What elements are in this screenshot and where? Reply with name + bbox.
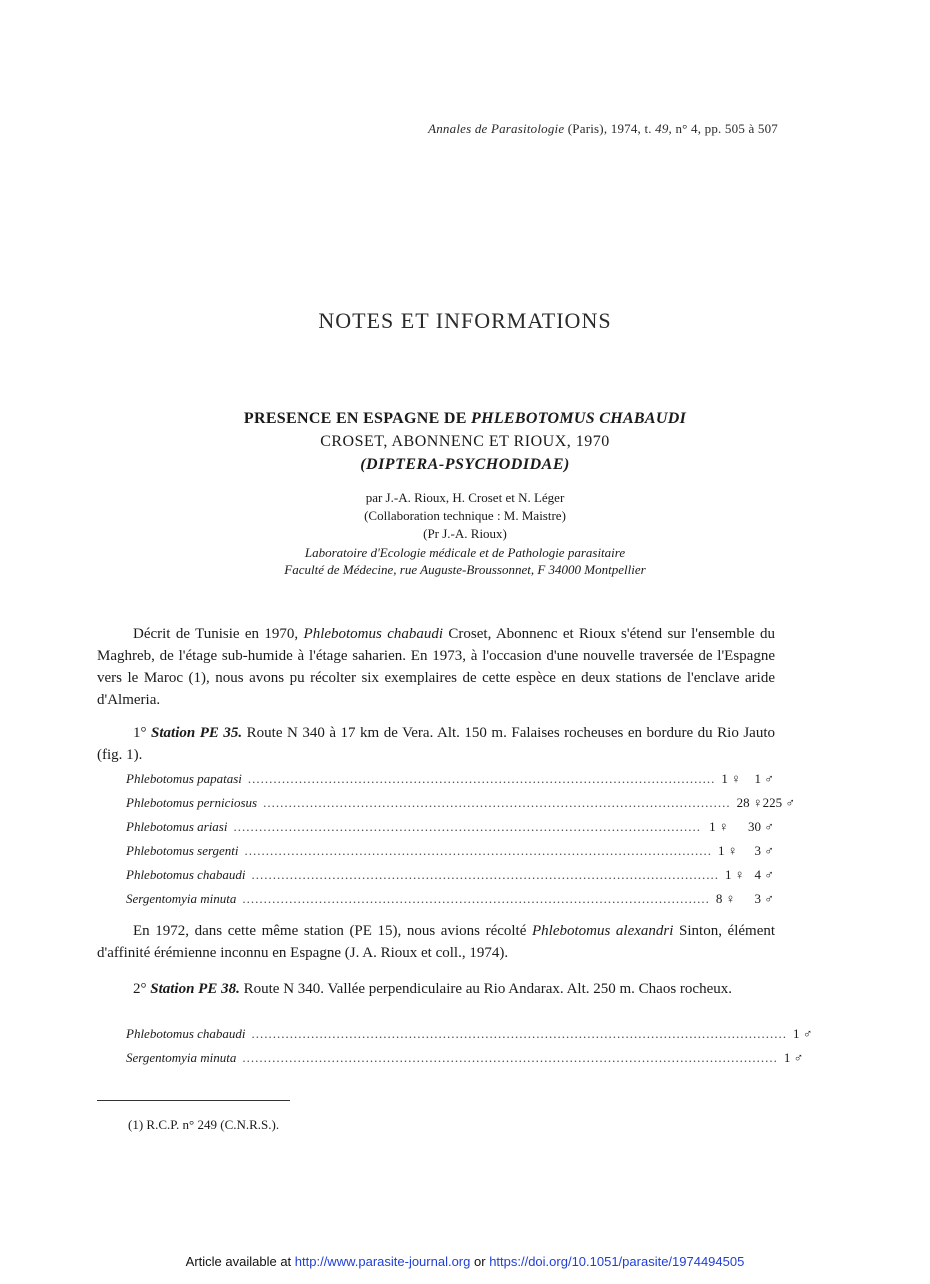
female-count: 1 ♀ xyxy=(725,867,745,882)
journal-name: Annales de Parasitologie xyxy=(428,121,565,136)
footnote-divider xyxy=(97,1100,290,1101)
table-row xyxy=(126,891,774,911)
table-row xyxy=(126,1050,804,1070)
station2-description: Route N 340. Vallée perpendiculaire au Rio Andarax. Alt. 250 m. Chaos rocheux. xyxy=(243,981,732,997)
species-name: Phlebotomus chabaudi xyxy=(126,1026,246,1041)
male-count: 4 ♂ xyxy=(754,867,774,882)
species-name: Phlebotomus chabaudi xyxy=(126,867,246,882)
authors-block xyxy=(0,489,930,543)
journal-details: (Paris), 1974, t. xyxy=(567,121,652,136)
male-count: 1 ♂ xyxy=(783,1050,804,1065)
journal-link[interactable]: http://www.parasite-journal.org xyxy=(294,1254,471,1269)
male-count: 30 ♂ xyxy=(748,819,774,834)
title-plain: PRESENCE EN ESPAGNE DE xyxy=(243,410,467,427)
title-species: PHLEBOTOMUS CHABAUDI xyxy=(471,410,687,427)
doi-link[interactable]: https://doi.org/10.1051/parasite/1974494505 xyxy=(489,1254,745,1269)
station2-number: 2° xyxy=(133,981,147,997)
intro-text-c: Croset, Abonnenc et Rioux s'étend sur l'ensemble du Maghreb, de l'étage sub-humide à l'étage saharien. En 1973, à l'occasion d'une nouvelle traversée de l'Espagne vers le Maroc (1), nous avons pu récolter six exemplaires de cette espèce en deux stations de l'enclave aride d'Almeria. xyxy=(97,626,776,708)
paragraph-2 xyxy=(97,920,775,964)
species-name: Phlebotomus sergenti xyxy=(126,843,239,858)
leader-dots: .............................................................................................................. xyxy=(263,795,731,810)
footnote: (1) R.C.P. n° 249 (C.N.R.S.). xyxy=(128,1117,280,1132)
station1-paragraph xyxy=(97,722,775,766)
authors-line: par J.-A. Rioux, H. Croset et N. Léger xyxy=(365,490,565,505)
intro-text-a: Décrit de Tunisie en 1970, xyxy=(133,626,299,642)
female-count: 1 ♀ xyxy=(709,819,729,834)
species-name: Sergentomyia minuta xyxy=(126,1050,237,1065)
species-name: Phlebotomus papatasi xyxy=(126,771,242,786)
male-count: 225 ♂ xyxy=(762,795,796,810)
table-row xyxy=(126,819,774,839)
station2-name: Station PE 38. xyxy=(150,981,240,997)
leader-dots: .............................................................................................................................. xyxy=(242,1050,778,1065)
male-count: 3 ♂ xyxy=(754,843,774,858)
article-availability-footer xyxy=(0,1254,930,1269)
para2-species: Phlebotomus alexandri xyxy=(531,923,674,939)
affiliation-lab: Laboratoire d'Ecologie médicale et de Pathologie parasitaire xyxy=(304,545,626,560)
station1-description: Route N 340 à 17 km de Vera. Alt. 150 m. Falaises rocheuses en bordure du Rio Jauto (fig. 1). xyxy=(97,725,776,763)
leader-dots: .............................................................................................................. xyxy=(233,819,701,834)
intro-species: Phlebotomus chabaudi xyxy=(303,626,444,642)
para2-text-c: Sinton, élément d'affinité érémienne inconnu en Espagne (J. A. Rioux et coll., 1974). xyxy=(97,923,776,961)
footer-or: or xyxy=(474,1254,486,1269)
species-name: Phlebotomus ariasi xyxy=(126,819,228,834)
female-count: 28 ♀ xyxy=(736,795,763,810)
leader-dots: .............................................................................................................. xyxy=(247,771,716,786)
leader-dots: .............................................................................................................................. xyxy=(251,1026,788,1041)
leader-dots: .............................................................................................................. xyxy=(251,867,720,882)
table-row xyxy=(126,771,774,791)
leader-dots: .............................................................................................................. xyxy=(242,891,710,906)
affiliation-address: Faculté de Médecine, rue Auguste-Broussonnet, F 34000 Montpellier xyxy=(284,562,646,577)
table-row xyxy=(126,795,796,815)
article-title-line1 xyxy=(0,410,930,428)
female-count: 8 ♀ xyxy=(715,891,736,906)
species-name: Sergentomyia minuta xyxy=(126,891,237,906)
para2-text-a: En 1972, dans cette même station (PE 15), nous avions récolté xyxy=(133,923,527,939)
director-line: (Pr J.-A. Rioux) xyxy=(423,526,507,541)
affiliation xyxy=(0,544,930,578)
journal-issue: n° 4, pp. 505 à 507 xyxy=(675,121,778,136)
leader-dots: .............................................................................................................. xyxy=(244,843,713,858)
female-count: 1 ♀ xyxy=(721,771,741,786)
intro-paragraph xyxy=(97,623,775,711)
station1-name: Station PE 35. xyxy=(151,725,243,741)
male-count: 1 ♂ xyxy=(793,1026,813,1041)
species-name: Phlebotomus perniciosus xyxy=(126,795,258,810)
female-count: 1 ♀ xyxy=(718,843,738,858)
station2-paragraph xyxy=(97,978,775,1000)
table-row xyxy=(126,843,774,863)
footer-prefix: Article available at xyxy=(185,1254,292,1269)
section-title: NOTES ET INFORMATIONS xyxy=(318,308,612,333)
article-title-line3: (DIPTERA-PSYCHODIDAE) xyxy=(360,456,570,473)
article-title-line2: CROSET, ABONNENC ET RIOUX, 1970 xyxy=(320,433,610,450)
male-count: 3 ♂ xyxy=(754,891,774,906)
table-row xyxy=(126,1026,813,1046)
journal-citation xyxy=(428,121,778,137)
station1-number: 1° xyxy=(133,725,147,741)
table-row xyxy=(126,867,774,887)
male-count: 1 ♂ xyxy=(754,771,774,786)
journal-volume: 49, xyxy=(655,121,673,136)
collaboration-line: (Collaboration technique : M. Maistre) xyxy=(364,508,566,523)
